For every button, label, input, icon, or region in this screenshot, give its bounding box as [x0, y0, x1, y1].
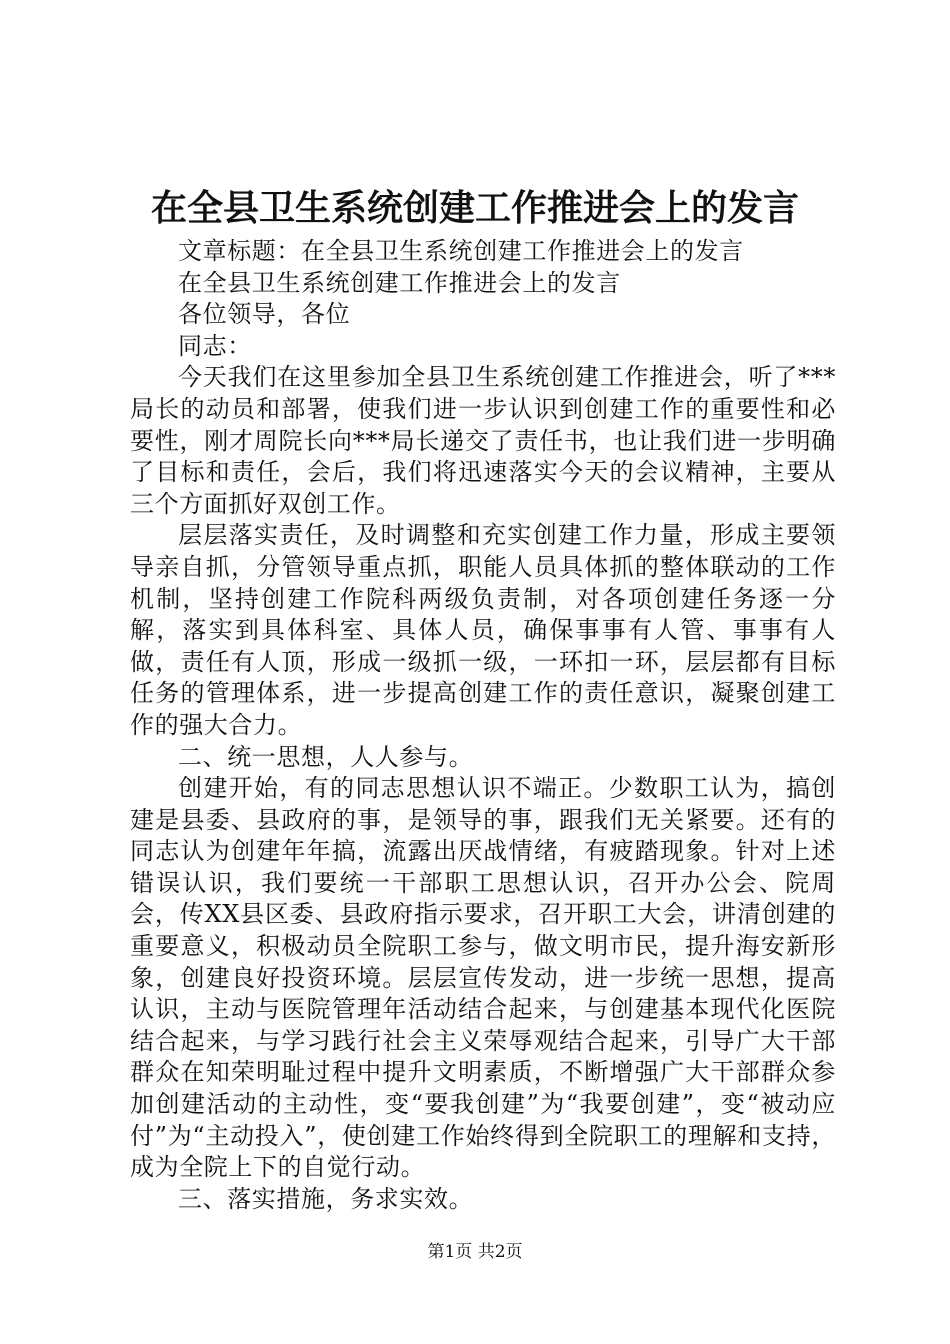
speech-title-line: 在全县卫生系统创建工作推进会上的发言 [178, 268, 621, 297]
body-paragraph-thinking: 创建开始，有的同志思想认识不端正。少数职工认为，搞创建是县委、县政府的事，是领导的事，跟我们无关紧要。还有的同志认为创建年年搞，流露出厌战情绪，有疲踏现象。针对上述错误认识，我们要统一干部职工思想认识，召开办公会、院周会，传XX县区委、县政府指示要求，召开职工大会，讲清创建的重要意义，积极动员全院职工参与，做文明市民，提升海安新形象，创建良好投资环境。层层宣传发动，进一步统一思想，提高认识，主动与医院管理年活动结合起来，与创建基本现代化医院结合起来，与学习践行社会主义荣辱观结合起来，引导广大干部群众在知荣明耻过程中提升文明素质，不断增强广大干部群众参加创建活动的主动性，变“要我创建”为“我要创建”，变“被动应付”为“主动投入”，使创建工作始终得到全院职工的理解和支持，成为全院上下的自觉行动。 [130, 774, 836, 1182]
body-paragraph-intro: 今天我们在这里参加全县卫生系统创建工作推进会，听了***局长的动员和部署，使我们进一步认识到创建工作的重要性和必要性，刚才周院长向***局长递交了责任书，也让我们进一步明确了目标和责任，会后，我们将迅速落实今天的会议精神，主要从三个方面抓好双创工作。 [130, 363, 836, 518]
document-body [130, 236, 836, 1215]
body-paragraph-responsibility: 层层落实责任，及时调整和充实创建工作力量，形成主要领导亲自抓，分管领导重点抓，职能人员具体抓的整体联动的工作机制，坚持创建工作院科两级负责制，对各项创建任务逐一分解，落实到具体科室、具体人员，确保事事有人管、事事有人做，责任有人顶，形成一级抓一级，一环扣一环，层层都有目标任务的管理体系，进一步提高创建工作的责任意识，凝聚创建工作的强大合力。 [130, 521, 836, 739]
document-title: 在全县卫生系统创建工作推进会上的发言 [150, 187, 799, 229]
section-heading-3: 三、落实措施，务求实效。 [178, 1184, 474, 1213]
salutation-line-1: 各位领导，各位 [178, 300, 351, 329]
page-footer: 第1页 共2页 [427, 1242, 523, 1262]
article-title-line: 文章标题：在全县卫生系统创建工作推进会上的发言 [178, 237, 744, 265]
salutation-line-2: 同志： [178, 331, 252, 360]
section-heading-2: 二、统一思想，人人参与。 [178, 742, 474, 771]
